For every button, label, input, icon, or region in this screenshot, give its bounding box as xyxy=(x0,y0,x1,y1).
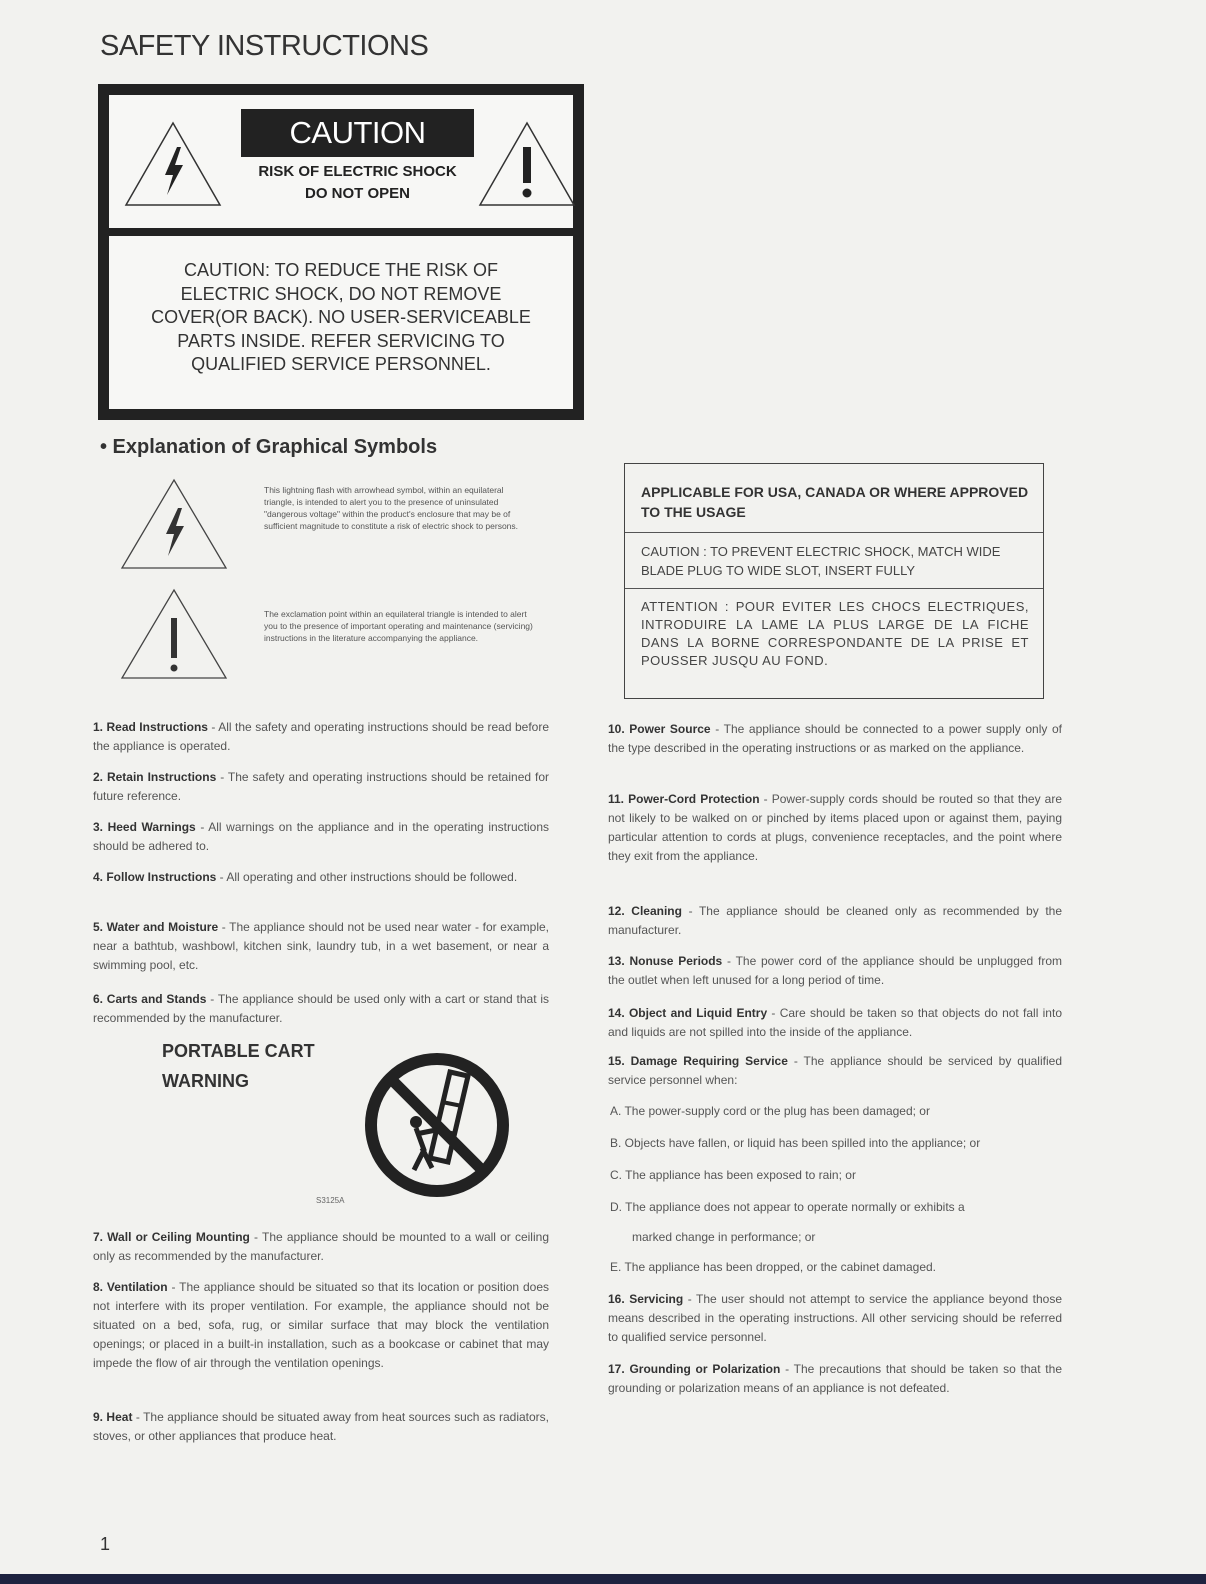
lightning-symbol-icon xyxy=(118,476,230,572)
instruction-14: 14. Object and Liquid Entry - Care should be taken so that objects do not fall into and liquids are not spilled into the inside of the appliance. xyxy=(608,1006,1062,1039)
damage-item-d-cont: marked change in performance; or xyxy=(632,1230,816,1244)
applicable-rule xyxy=(625,532,1043,533)
instruction-10: 10. Power Source - The appliance should be connected to a power supply only of the type described in the operating instructions or as marked on the appliance. xyxy=(608,722,1062,755)
instruction-12: 12. Cleaning - The appliance should be cleaned only as recommended by the manufacturer. xyxy=(608,904,1063,937)
damage-item-c: C. The appliance has been exposed to rain; or xyxy=(610,1168,856,1182)
caution-divider xyxy=(109,228,573,236)
caution-body: CAUTION: TO REDUCE THE RISK OF ELECTRIC SHOCK, DO NOT REMOVE COVER(OR BACK). NO USER-SERVICEABLE PARTS INSIDE. REFER SERVICING TO QUALIFIED SERVICE PERSONNEL. xyxy=(151,260,531,374)
applicable-rule xyxy=(625,588,1043,589)
instruction-13: 13. Nonuse Periods - The power cord of the appliance should be unplugged from the outlet when left unused for a long period of time. xyxy=(608,954,1062,987)
applicable-caution: CAUTION : TO PREVENT ELECTRIC SHOCK, MATCH WIDE BLADE PLUG TO WIDE SLOT, INSERT FULLY xyxy=(641,544,1001,578)
caution-box xyxy=(98,84,584,420)
lightning-symbol-description: This lightning flash with arrowhead symbol, within an equilateral triangle, is intended to alert you to the presence of uninsulated "dangerous voltage" within the product's enclosure that may be of sufficient magnitude to constitute a risk of electric shock to persons. xyxy=(264,485,519,531)
damage-item-e: E. The appliance has been dropped, or the cabinet damaged. xyxy=(610,1260,937,1274)
damage-item-a: A. The power-supply cord or the plug has been damaged; or xyxy=(610,1104,930,1118)
caution-banner: CAUTION xyxy=(241,109,474,157)
instruction-2: 2. Retain Instructions - The safety and operating instructions should be retained for future reference. xyxy=(93,770,549,803)
instruction-4: 4. Follow Instructions - All operating and other instructions should be followed. xyxy=(93,870,518,884)
instruction-15: 15. Damage Requiring Service - The appliance should be serviced by qualified service personnel when: xyxy=(608,1054,1062,1087)
instruction-6: 6. Carts and Stands - The appliance should be used only with a cart or stand that is recommended by the manufacturer. xyxy=(93,992,550,1025)
damage-item-d: D. The appliance does not appear to operate normally or exhibits a xyxy=(610,1200,965,1214)
applicable-attention: ATTENTION : POUR EVITER LES CHOCS ELECTRIQUES, INTRODUIRE LA LAME LA PLUS LARGE DE LA FICHE DANS LA BORNE CORRESPONDANTE DE LA PRISE ET POUSSER JUSQU AU FOND. xyxy=(641,599,1029,668)
applicable-heading: APPLICABLE FOR USA, CANADA OR WHERE APPROVED TO THE USAGE xyxy=(641,484,1029,520)
page-title: SAFETY INSTRUCTIONS xyxy=(100,30,429,62)
caution-subtitle: RISK OF ELECTRIC SHOCK DO NOT OPEN xyxy=(258,163,457,202)
instruction-5: 5. Water and Moisture - The appliance should not be used near water - for example, near a bathtub, washbowl, kitchen sink, laundry tub, in a wet basement, or near a swimming pool, etc. xyxy=(93,920,549,972)
symbols-heading: • Explanation of Graphical Symbols xyxy=(100,436,438,458)
instruction-11: 11. Power-Cord Protection - Power-supply cords should be routed so that they are not likely to be walked on or pinched by items placed upon or against them, paying particular attention to cords at plugs, convenience receptacles, and the point where they exit from the appliance. xyxy=(608,792,1063,863)
bottom-edge xyxy=(0,1574,1206,1584)
caution-header xyxy=(109,95,573,228)
portable-cart-warning: PORTABLE CART WARNING xyxy=(162,1041,315,1091)
instruction-16: 16. Servicing - The user should not attempt to service the appliance beyond those means described in the operating instructions. All other servicing should be referred to qualified service personnel. xyxy=(608,1292,1062,1344)
cart-code: S3125A xyxy=(316,1196,345,1205)
exclamation-warning-icon xyxy=(477,119,577,209)
lightning-warning-icon xyxy=(123,119,223,209)
cart-tipover-icon xyxy=(364,1052,510,1198)
instruction-9: 9. Heat - The appliance should be situated away from heat sources such as radiators, stoves, or other appliances that produce heat. xyxy=(93,1410,549,1443)
damage-item-b: B. Objects have fallen, or liquid has been spilled into the appliance; or xyxy=(610,1136,981,1150)
instruction-8: 8. Ventilation - The appliance should be situated so that its location or position does not interfere with its proper ventilation. For example, the appliance should not be situated on a bed, sofa, rug, or similar surface that may block the ventilation openings; or placed in a built-in installation, such as a bookcase or cabinet that may impede the flow of air through the ventilation openings. xyxy=(93,1280,550,1370)
exclamation-symbol-icon xyxy=(118,586,230,682)
page-number: 1 xyxy=(100,1534,111,1554)
instruction-7: 7. Wall or Ceiling Mounting - The appliance should be mounted to a wall or ceiling only as recommended by the manufacturer. xyxy=(93,1230,549,1263)
instruction-3: 3. Heed Warnings - All warnings on the appliance and in the operating instructions should be adhered to. xyxy=(93,820,550,853)
instruction-1: 1. Read Instructions - All the safety and operating instructions should be read before the appliance is operated. xyxy=(93,720,549,753)
applicable-box xyxy=(624,463,1044,699)
instruction-17: 17. Grounding or Polarization - The precautions that should be taken so that the grounding or polarization means of an appliance is not defeated. xyxy=(608,1362,1062,1395)
exclamation-symbol-description: The exclamation point within an equilateral triangle is intended to alert you to the presence of important operating and maintenance (servicing) instructions in the literature accompanying the appliance. xyxy=(264,609,533,643)
